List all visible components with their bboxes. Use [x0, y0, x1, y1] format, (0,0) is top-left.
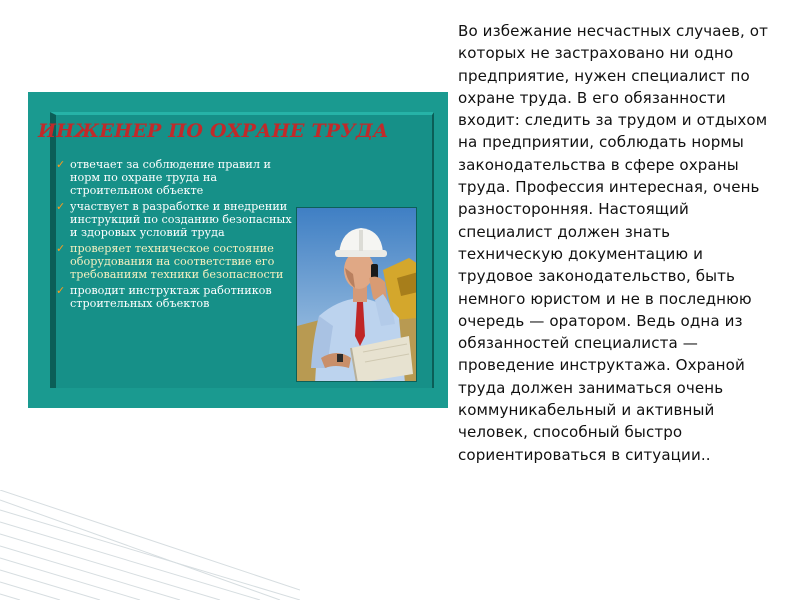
- duty-item: [56, 242, 292, 281]
- card-title: ИНЖЕНЕР ПО ОХРАНЕ ТРУДА: [38, 120, 389, 142]
- duty-item: [56, 200, 292, 239]
- duty-text: отвечает за соблюдение правил и норм по охране труда на строительном объекте: [70, 158, 271, 197]
- check-icon: ✓: [56, 242, 66, 255]
- duties-list: [56, 158, 292, 313]
- duty-item: [56, 158, 292, 197]
- duty-item: [56, 284, 292, 310]
- duty-text: проверяет техническое состояние оборудования на соответствие его требованиям техники безопасности: [70, 242, 284, 281]
- check-icon: ✓: [56, 284, 66, 297]
- corner-decoration: [0, 490, 300, 600]
- check-icon: ✓: [56, 200, 66, 213]
- engineer-illustration: [297, 208, 417, 382]
- check-icon: ✓: [56, 158, 66, 171]
- duty-text: участвует в разработке и внедрении инструкций по созданию безопасных и здоровых условий труда: [70, 200, 292, 239]
- engineer-photo: [296, 207, 417, 382]
- duty-text: проводит инструктаж работников строительных объектов: [70, 284, 272, 310]
- body-text: Во избежание несчастных случаев, от которых не застраховано ни одно предприятие, нужен специалист по охране труда. В его обязанности входит: следить за трудом и отдыхом на предприятии, соблюдать нормы законодательства в сфере охраны труда. Профессия интересная, очень разносторонняя. Настоящий специалист должен знать техническую документацию и трудовое законодательство, быть немного юристом и не в последнюю очередь — оратором. Ведь одна из обязанностей специалиста — проведение инструктажа. Охраной труда должен заниматься очень коммуникабельный и активный человек, способный быстро сориентироваться в ситуации..: [458, 22, 769, 464]
